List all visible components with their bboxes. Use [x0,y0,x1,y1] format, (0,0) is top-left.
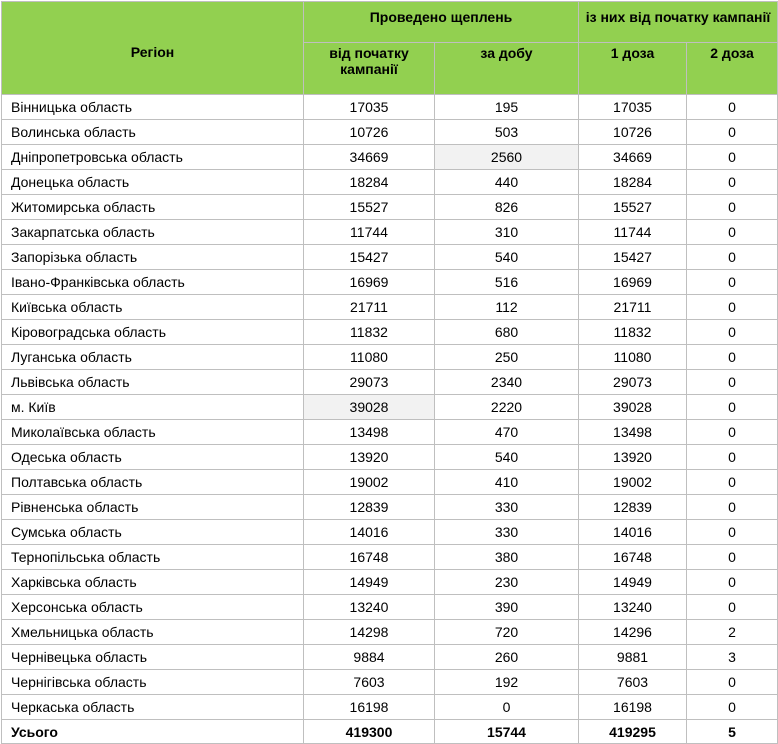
per-day-cell: 503 [435,120,579,145]
of-them-since-start-header: із них від початку кампанії [579,2,778,43]
per-day-cell: 680 [435,320,579,345]
region-cell: Тернопільська область [2,545,304,570]
table-row [2,495,778,520]
region-cell: Черкаська область [2,695,304,720]
dose2-cell: 0 [687,245,778,270]
table-row [2,470,778,495]
dose2-cell: 0 [687,95,778,120]
since-start-cell: 39028 [304,395,435,420]
per-day-column-header: за добу [435,43,579,95]
dose2-cell: 0 [687,545,778,570]
since-start-column-header: від початку кампанії [304,43,435,95]
per-day-cell: 260 [435,645,579,670]
region-cell: Сумська область [2,520,304,545]
table-row [2,270,778,295]
dose2-cell: 0 [687,695,778,720]
dose1-cell: 11832 [579,320,687,345]
dose2-cell: 0 [687,495,778,520]
per-day-cell: 540 [435,245,579,270]
table-row [2,670,778,695]
per-day-cell: 2220 [435,395,579,420]
dose1-cell: 21711 [579,295,687,320]
since-start-cell: 21711 [304,295,435,320]
since-start-cell: 14016 [304,520,435,545]
dose2-cell: 0 [687,595,778,620]
table-row [2,295,778,320]
region-column-header: Регіон [2,2,304,95]
region-cell: Івано-Франківська область [2,270,304,295]
dose2-cell: 0 [687,295,778,320]
per-day-cell: 195 [435,95,579,120]
dose2-cell: 2 [687,620,778,645]
since-start-cell: 16198 [304,695,435,720]
per-day-cell: 112 [435,295,579,320]
dose1-cell: 16748 [579,545,687,570]
since-start-cell: 7603 [304,670,435,695]
dose2-cell: 0 [687,120,778,145]
dose2-cell: 0 [687,395,778,420]
total-row [2,720,778,744]
table-body [2,95,778,744]
total-dose2: 5 [687,720,778,744]
per-day-cell: 2560 [435,145,579,170]
dose1-cell: 14016 [579,520,687,545]
region-cell: м. Київ [2,395,304,420]
since-start-cell: 11744 [304,220,435,245]
dose2-cell: 0 [687,445,778,470]
dose2-cell: 3 [687,645,778,670]
per-day-cell: 540 [435,445,579,470]
since-start-cell: 15527 [304,195,435,220]
per-day-cell: 380 [435,545,579,570]
vaccinations-done-header: Проведено щеплень [304,2,579,43]
dose1-cell: 9881 [579,645,687,670]
since-start-cell: 29073 [304,370,435,395]
table-row [2,595,778,620]
per-day-cell: 826 [435,195,579,220]
dose1-cell: 34669 [579,145,687,170]
dose2-cell: 0 [687,195,778,220]
dose2-cell: 0 [687,320,778,345]
table-row [2,245,778,270]
total-label: Усього [2,720,304,744]
dose1-cell: 13240 [579,595,687,620]
dose2-cell: 0 [687,470,778,495]
region-cell: Запорізька область [2,245,304,270]
per-day-cell: 410 [435,470,579,495]
region-cell: Вінницька область [2,95,304,120]
since-start-cell: 10726 [304,120,435,145]
dose1-cell: 13498 [579,420,687,445]
dose1-cell: 11744 [579,220,687,245]
since-start-cell: 13498 [304,420,435,445]
dose1-cell: 15527 [579,195,687,220]
per-day-cell: 230 [435,570,579,595]
region-cell: Дніпропетровська область [2,145,304,170]
region-cell: Львівська область [2,370,304,395]
region-cell: Закарпатська область [2,220,304,245]
since-start-cell: 11080 [304,345,435,370]
table-row [2,320,778,345]
dose2-cell: 0 [687,145,778,170]
since-start-cell: 12839 [304,495,435,520]
per-day-cell: 390 [435,595,579,620]
dose1-cell: 14949 [579,570,687,595]
per-day-cell: 440 [435,170,579,195]
dose2-cell: 0 [687,370,778,395]
dose2-cell: 0 [687,170,778,195]
region-cell: Київська область [2,295,304,320]
dose1-cell: 16198 [579,695,687,720]
region-cell: Полтавська область [2,470,304,495]
since-start-cell: 16969 [304,270,435,295]
per-day-cell: 720 [435,620,579,645]
since-start-cell: 13240 [304,595,435,620]
region-cell: Харківська область [2,570,304,595]
dose1-cell: 10726 [579,120,687,145]
table-row [2,645,778,670]
table-row [2,345,778,370]
dose2-cell: 0 [687,345,778,370]
region-cell: Херсонська область [2,595,304,620]
per-day-cell: 2340 [435,370,579,395]
table-row [2,145,778,170]
dose1-cell: 14296 [579,620,687,645]
vaccination-table [1,1,778,744]
dose1-cell: 18284 [579,170,687,195]
table-row [2,120,778,145]
region-cell: Донецька область [2,170,304,195]
table-row [2,95,778,120]
total-since-start: 419300 [304,720,435,744]
dose2-cell: 0 [687,520,778,545]
table-row [2,170,778,195]
since-start-cell: 14298 [304,620,435,645]
table-row [2,220,778,245]
since-start-cell: 14949 [304,570,435,595]
since-start-cell: 19002 [304,470,435,495]
since-start-cell: 16748 [304,545,435,570]
region-cell: Чернівецька область [2,645,304,670]
table-row [2,545,778,570]
table-row [2,195,778,220]
dose2-cell: 0 [687,220,778,245]
table-row [2,620,778,645]
region-cell: Луганська область [2,345,304,370]
total-per-day: 15744 [435,720,579,744]
table-row [2,445,778,470]
table-row [2,695,778,720]
per-day-cell: 516 [435,270,579,295]
dose1-cell: 29073 [579,370,687,395]
dose2-column-header: 2 доза [687,43,778,95]
dose2-cell: 0 [687,420,778,445]
per-day-cell: 250 [435,345,579,370]
region-cell: Волинська область [2,120,304,145]
table-row [2,520,778,545]
region-cell: Чернігівська область [2,670,304,695]
dose2-cell: 0 [687,570,778,595]
per-day-cell: 330 [435,495,579,520]
dose1-cell: 11080 [579,345,687,370]
region-cell: Миколаївська область [2,420,304,445]
table-header [2,2,778,95]
per-day-cell: 470 [435,420,579,445]
dose1-cell: 39028 [579,395,687,420]
per-day-cell: 310 [435,220,579,245]
region-cell: Житомирська область [2,195,304,220]
table-row [2,370,778,395]
region-cell: Рівненська область [2,495,304,520]
since-start-cell: 13920 [304,445,435,470]
dose1-column-header: 1 доза [579,43,687,95]
dose1-cell: 13920 [579,445,687,470]
per-day-cell: 192 [435,670,579,695]
dose1-cell: 12839 [579,495,687,520]
since-start-cell: 17035 [304,95,435,120]
table-row [2,420,778,445]
since-start-cell: 15427 [304,245,435,270]
dose2-cell: 0 [687,670,778,695]
total-dose1: 419295 [579,720,687,744]
since-start-cell: 11832 [304,320,435,345]
dose1-cell: 17035 [579,95,687,120]
dose1-cell: 16969 [579,270,687,295]
since-start-cell: 18284 [304,170,435,195]
dose1-cell: 15427 [579,245,687,270]
since-start-cell: 34669 [304,145,435,170]
table-row [2,395,778,420]
since-start-cell: 9884 [304,645,435,670]
per-day-cell: 0 [435,695,579,720]
region-cell: Хмельницька область [2,620,304,645]
region-cell: Кіровоградська область [2,320,304,345]
dose1-cell: 7603 [579,670,687,695]
per-day-cell: 330 [435,520,579,545]
dose1-cell: 19002 [579,470,687,495]
table-row [2,570,778,595]
dose2-cell: 0 [687,270,778,295]
region-cell: Одеська область [2,445,304,470]
